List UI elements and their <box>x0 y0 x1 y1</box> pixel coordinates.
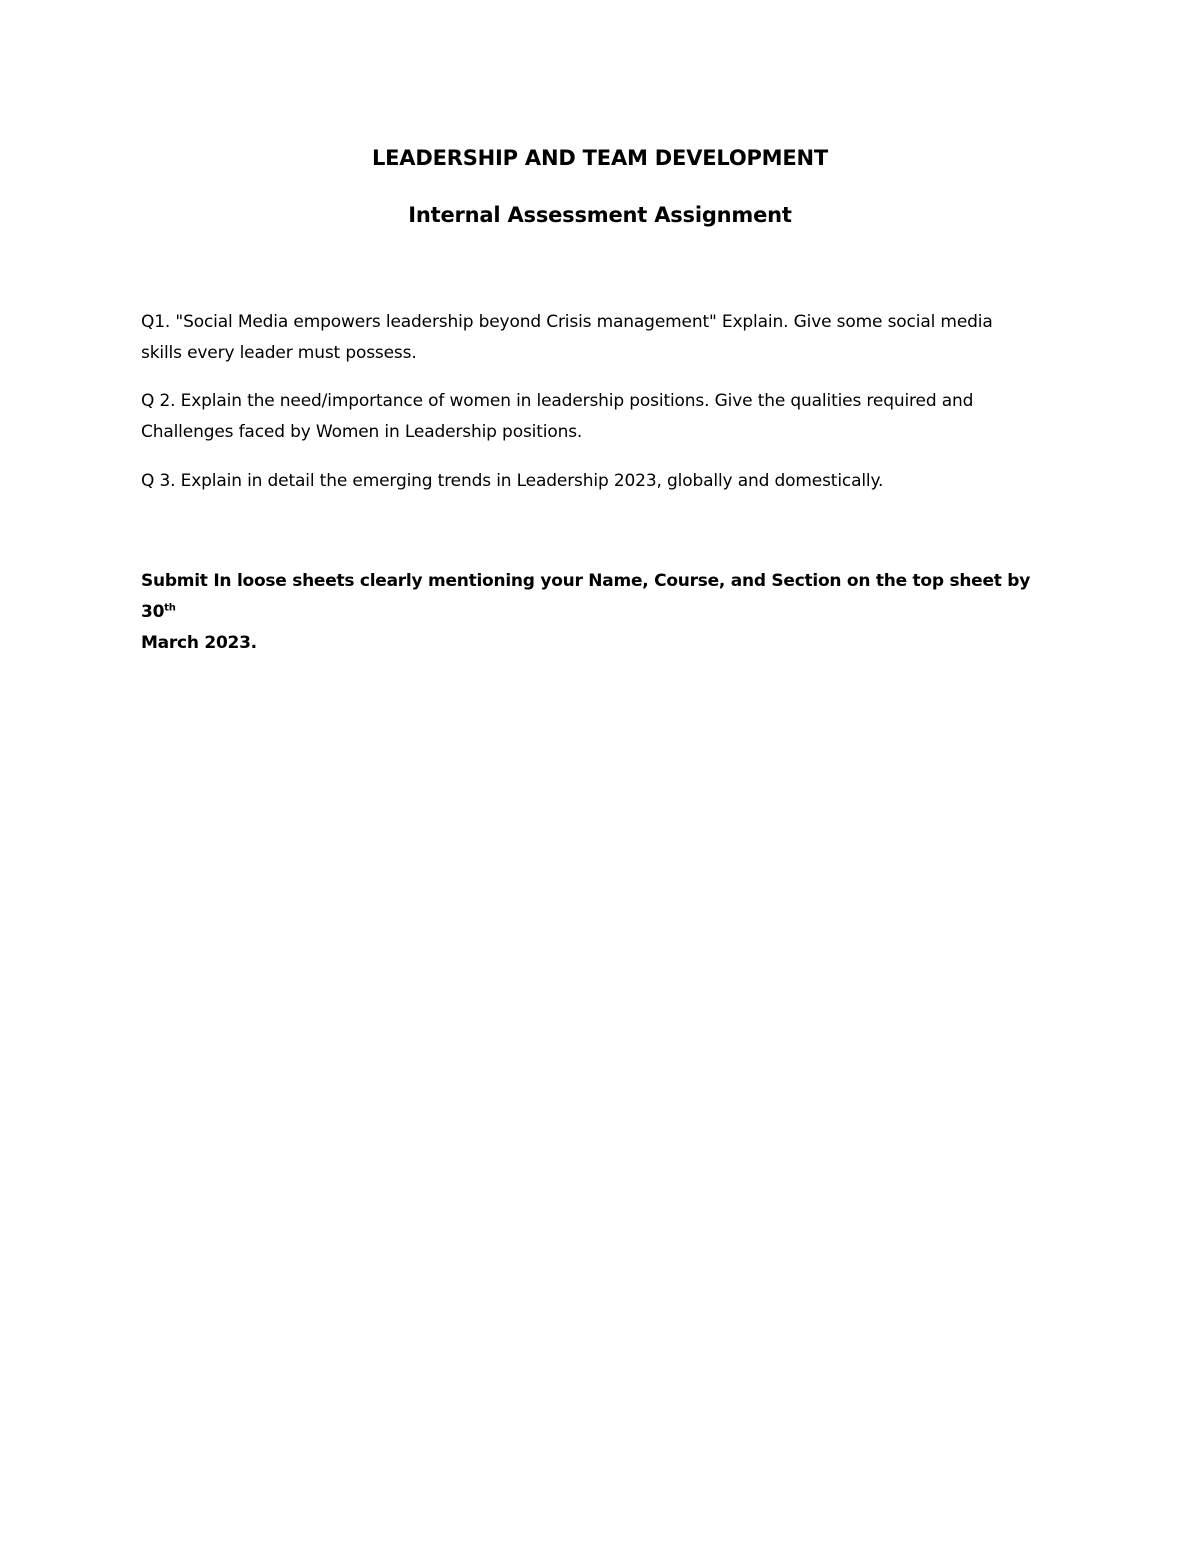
question-2-line-1: Q 2. Explain the need/importance of women in leadership positions. Give the qualities required and <box>141 391 974 411</box>
submission-text: Submit In loose sheets clearly mentioning your Name, Course, and Section on the top sheet by 30 <box>141 571 1031 622</box>
question-3 <box>141 466 1041 497</box>
question-1 <box>141 307 1041 369</box>
question-1-line-2: skills every leader must possess. <box>141 343 417 363</box>
submission-date: March 2023. <box>141 633 257 653</box>
submission-instructions <box>141 566 1061 659</box>
question-2-line-2: Challenges faced by Women in Leadership positions. <box>141 422 583 442</box>
question-3-line-1: Q 3. Explain in detail the emerging trends in Leadership 2023, globally and domestically. <box>141 471 884 491</box>
submission-date-superscript: th <box>164 602 176 614</box>
document-subtitle: Internal Assessment Assignment <box>408 203 792 227</box>
question-1-line-1: Q1. "Social Media empowers leadership beyond Crisis management" Explain. Give some social media <box>141 312 993 332</box>
document-title: LEADERSHIP AND TEAM DEVELOPMENT <box>371 146 829 170</box>
question-2 <box>141 386 1041 448</box>
